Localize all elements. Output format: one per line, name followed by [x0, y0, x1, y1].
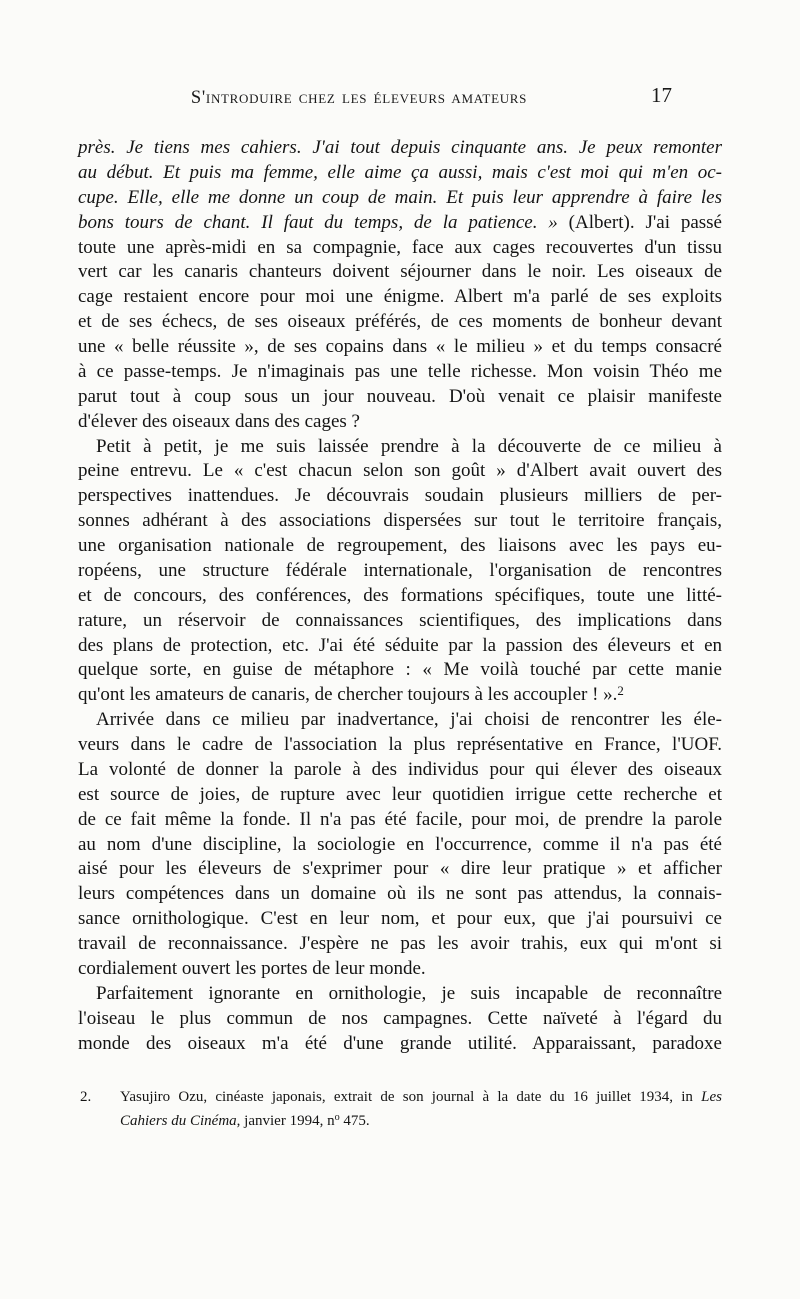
- text-line: [78, 733, 722, 758]
- roman-text: d'élever des oiseaux dans des cages ?: [78, 410, 360, 432]
- roman-text: de ce fait même la fonde. Il n'a pas été facile, pour moi, de prendre la parole: [78, 808, 722, 830]
- text-line: [78, 236, 722, 261]
- text-line: [78, 1032, 722, 1057]
- text-line: [78, 808, 722, 833]
- roman-text: sance ornithologique. C'est en leur nom, et pour eux, que j'ai poursuivi ce: [78, 908, 722, 930]
- text-line: [78, 932, 722, 957]
- roman-text: une « belle réussite », de ses copains dans « le milieu » et du temps consacré: [78, 336, 722, 357]
- roman-text: aisé pour les éleveurs de s'exprimer pour « dire leur pratique » et afficher: [78, 858, 722, 880]
- text-line: [78, 882, 722, 907]
- roman-text: (Albert). J'ai passé: [557, 211, 722, 233]
- roman-text: sonnes adhérant à des associations dispersées sur tout le territoire français,: [78, 510, 722, 532]
- text-line: [78, 136, 722, 161]
- italic-text: Cahiers du Cinéma: [120, 1112, 237, 1129]
- footnote-text: [120, 1086, 722, 1133]
- text-line: [78, 509, 722, 534]
- text-line: [78, 783, 722, 808]
- roman-text: travail de reconnaissance. J'espère ne pas les avoir trahis, eux qui m'ont si: [78, 933, 722, 954]
- text-line: [78, 360, 722, 385]
- text-line: [78, 335, 722, 360]
- roman-text: et de ses échecs, de ses oiseaux préférés, de ces moments de bonheur devant: [78, 311, 722, 333]
- italic-text: cupe. Elle, elle me donne un coup de main. Et puis leur apprendre à faire les: [78, 186, 722, 208]
- text-line: [78, 609, 722, 634]
- roman-text: à ce passe-temps. Je n'imaginais pas une telle richesse. Mon voisin Théo me: [78, 360, 722, 382]
- roman-text: ropéens, une structure fédérale internationale, l'organisation de rencontres: [78, 559, 722, 581]
- text-line: [78, 260, 722, 285]
- roman-text: l'oiseau le plus commun de nos campagnes. Cette naïveté à l'égard du: [78, 1007, 722, 1029]
- roman-text: 475.: [339, 1112, 370, 1129]
- text-line: [78, 285, 722, 310]
- italic-text: bons tours de chant. Il faut du temps, de la patience. »: [78, 211, 558, 233]
- roman-text: , janvier 1994, n: [236, 1112, 335, 1129]
- text-line: [78, 857, 722, 882]
- text-line: [78, 584, 722, 609]
- roman-text: cordialement ouvert les portes de leur monde.: [78, 957, 426, 979]
- italic-text: près. Je tiens mes cahiers. J'ai tout depuis cinquante ans. Je peux remonter: [78, 137, 722, 158]
- text-line: [78, 211, 722, 236]
- roman-text: Petit à petit, je me suis laissée prendre à la découverte de ce milieu à: [96, 435, 722, 457]
- roman-text: des plans de protection, etc. J'ai été séduite par la passion des éleveurs et en: [78, 634, 722, 656]
- roman-text: parut tout à coup sous un jour nouveau. D'où venait ce plaisir manifeste: [78, 385, 722, 407]
- roman-text: Parfaitement ignorante en ornithologie, je suis incapable de reconnaître: [96, 982, 722, 1004]
- page-number: 17: [651, 83, 672, 107]
- footnote-number: 2.: [80, 1089, 92, 1105]
- roman-text: qu'ont les amateurs de canaris, de chercher toujours à les accoupler ! ».: [78, 684, 618, 706]
- roman-text: vert car les canaris chanteurs doivent séjourner dans le noir. Les oiseaux de: [78, 261, 722, 283]
- roman-text: Arrivée dans ce milieu par inadvertance, j'ai choisi de rencontrer les éle-: [96, 709, 722, 731]
- roman-text: et de concours, des conférences, des formations spécifiques, toute une litté-: [78, 584, 722, 606]
- text-line: [120, 1086, 722, 1110]
- roman-text: La volonté de donner la parole à des individus pour qui élever des oiseaux: [78, 758, 722, 780]
- text-line: [78, 410, 722, 435]
- text-line: [78, 459, 722, 484]
- roman-text: monde des oiseaux m'a été d'une grande utilité. Apparaissant, paradoxe: [78, 1032, 722, 1054]
- roman-text: leurs compétences dans un domaine où ils ne sont pas attendus, la connais-: [78, 883, 722, 905]
- text-line: [78, 758, 722, 783]
- roman-text: au nom d'une discipline, la sociologie en l'occurrence, comme il n'a pas été: [78, 833, 722, 855]
- roman-text: perspectives inattendues. Je découvrais soudain plusieurs milliers de per-: [78, 485, 722, 507]
- italic-text: au début. Et puis ma femme, elle aime ça aussi, mais c'est moi qui m'en oc-: [78, 161, 722, 183]
- running-head: S'INTRODUIRE CHEZ LES ÉLEVEURS AMATEURS: [190, 88, 528, 108]
- text-line: Cahiers du Cinéma, janvier 1994, no 475.: [120, 1112, 370, 1129]
- text-line: [78, 534, 722, 559]
- text-line: [78, 982, 722, 1007]
- roman-text: cage restaient encore pour moi une énigme. Albert m'a parlé de ses exploits: [78, 286, 722, 308]
- roman-text: toute une après-midi en sa compagnie, face aux cages recouvertes d'un tissu: [78, 236, 722, 258]
- roman-text: peine entrevu. Le « c'est chacun selon son goût » d'Albert avait ouvert des: [78, 460, 722, 482]
- italic-text: Les: [701, 1089, 722, 1105]
- text-line: [78, 559, 722, 584]
- text-line: [78, 957, 722, 982]
- text-line: [78, 658, 722, 683]
- body-text: [78, 136, 722, 1056]
- text-line: [78, 385, 722, 410]
- text-line: [78, 1007, 722, 1032]
- roman-text: une organisation nationale de regroupement, des liaisons avec les pays eu-: [78, 535, 722, 556]
- text-line: [78, 907, 722, 932]
- text-line: [78, 708, 722, 733]
- roman-text: rature, un réservoir de connaissances scientifiques, des implications dans: [78, 609, 722, 631]
- roman-text: quelque sorte, en guise de métaphore : « Me voilà touché par cette manie: [78, 659, 722, 681]
- roman-text: Yasujiro Ozu, cinéaste japonais, extrait de son journal à la date du 16 juillet 1934, in: [120, 1089, 702, 1105]
- text-line: [78, 186, 722, 211]
- footnote: [78, 1086, 722, 1133]
- roman-text: est source de joies, de rupture avec leur quotidien irrigue cette recherche et: [78, 783, 722, 805]
- text-line: [78, 484, 722, 509]
- text-line: qu'ont les amateurs de canaris, de chercher toujours à les accoupler ! ».2: [78, 682, 624, 706]
- text-line: [78, 435, 722, 460]
- text-line: [78, 161, 722, 186]
- roman-text: veurs dans le cadre de l'association la plus représentative en France, l'UOF.: [78, 734, 722, 755]
- text-line: [78, 833, 722, 858]
- text-line: [78, 310, 722, 335]
- text-line: [78, 634, 722, 659]
